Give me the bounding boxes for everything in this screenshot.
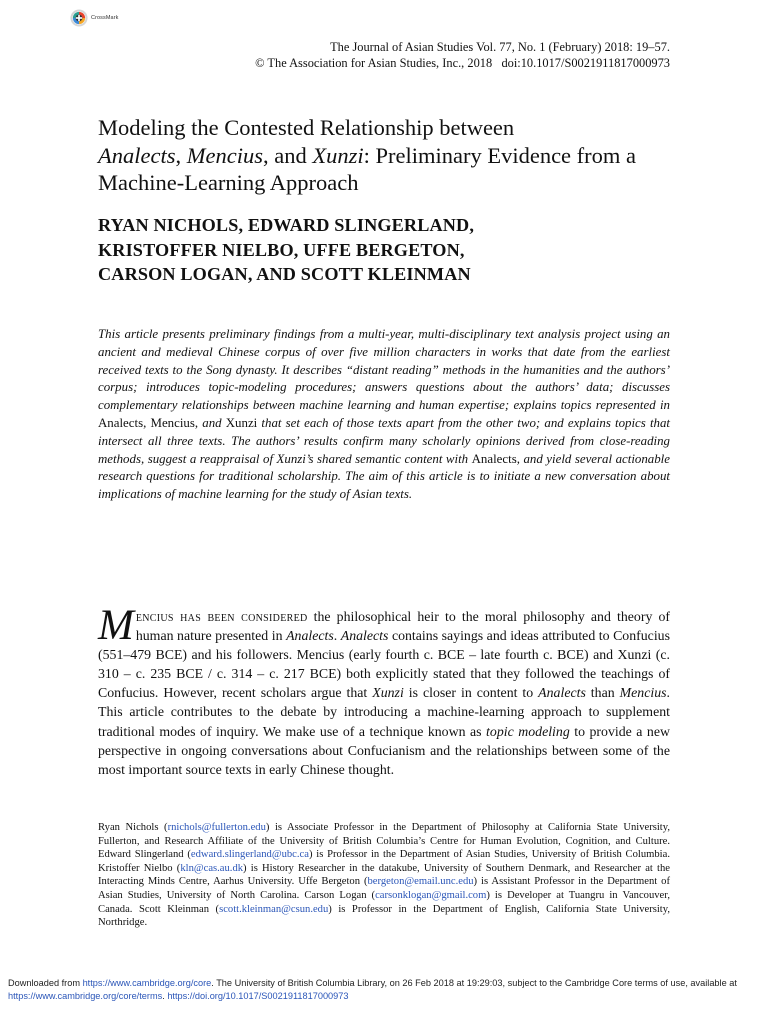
- download-text: . The University of British Columbia Library, on 26 Feb 2018 at 19:29:03, subject to the Cambridge Core terms of use, available at: [211, 978, 737, 988]
- title-rest: : Preliminary Evidence from a Machine-Learning Approach: [98, 142, 637, 195]
- footnote-text: ) is Developer at Tuangru in Vancouver, Canada. Scott Kleinman (: [98, 889, 670, 915]
- download-text: .: [162, 990, 168, 1001]
- email-link-slingerland[interactable]: edward.slingerland@ubc.ca: [190, 849, 309, 861]
- body-text: is closer in content to: [403, 685, 539, 701]
- download-text: Downloaded from: [8, 978, 83, 988]
- lead-in-small-caps: encius has been considered: [135, 609, 308, 624]
- title-work-mencius: Mencius: [186, 142, 263, 168]
- title-line-1: Modeling the Contested Relationship between: [98, 115, 515, 140]
- body-emphasis: topic modeling: [486, 723, 570, 739]
- footnote-text: ) is History Researcher in the datakube, University of Southern Denmark, and Researcher at the Interacting Minds Centre, Aarhus University. Uffe Bergeton (: [98, 862, 670, 888]
- doi-label: doi:10.1017/S0021911817000973: [501, 56, 670, 70]
- body-emphasis: Analects: [340, 628, 389, 644]
- copyright-notice: © The Association for Asian Studies, Inc., 2018: [255, 56, 493, 70]
- footnote-text: ) is Professor in the Department of English, California State University, Northridge.: [98, 903, 670, 929]
- abstract-text: , and yield several actionable research questions for traditional scholarship. The aim of this article is to initiate a new conversation about implications of machine learning for the study of Asian texts.: [98, 451, 670, 502]
- email-link-nielbo[interactable]: kln@cas.au.dk: [180, 862, 244, 874]
- footnote-text: Ryan Nichols (: [98, 822, 168, 833]
- author-line-2: KRISTOFFER NIELBO, UFFE BERGETON,: [98, 239, 465, 260]
- title-separator: , and: [262, 142, 313, 168]
- journal-header: [255, 39, 670, 71]
- abstract-text: that set each of those texts apart from the other two; and explains topics that intersect all three texts. The authors’ results confirm many scholarly opinions derived from close-reading methods, suggest a reappraisal of Xunzi’s shared semantic content with: [98, 415, 670, 466]
- body-emphasis: Analects: [286, 628, 334, 644]
- body-emphasis: Analects: [538, 685, 586, 701]
- abstract: [98, 326, 670, 504]
- title-separator: ,: [175, 142, 187, 168]
- body-emphasis: Mencius: [619, 685, 667, 701]
- abstract-work-title: Analects: [471, 451, 517, 466]
- body-text: .: [333, 628, 341, 644]
- author-line-3: CARSON LOGAN, AND SCOTT KLEINMAN: [98, 264, 471, 284]
- crossmark-badge[interactable]: [70, 9, 118, 27]
- email-link-nichols[interactable]: rnichols@fullerton.edu: [167, 822, 266, 833]
- body-emphasis: Xunzi: [372, 685, 404, 701]
- body-text: the philosophical heir to the moral philosophy and theory of human nature presented in: [135, 609, 670, 644]
- body-text: contains sayings and ideas attributed to Confucius (551–479 BCE) and his followers. Mencius (early fourth c. BCE – late fourth c. BCE) and Xunzi (c. 310 – c. 235 BCE / c. 314 – c. 217 BCE) both explicitly stated that they followed the teachings of Confucius. However, recent scholars argue that: [98, 628, 670, 701]
- author-affiliations-footnote: [98, 821, 670, 930]
- download-notice: [8, 977, 760, 1002]
- author-list: [98, 213, 678, 287]
- article-title: [98, 114, 678, 197]
- email-link-logan[interactable]: carsonklogan@gmail.com: [375, 889, 487, 901]
- doi-link[interactable]: https://doi.org/10.1017/S0021911817000973: [167, 990, 349, 1001]
- footnote-text: ) is Associate Professor in the Department of Philosophy at California State University, Fullerton, and Research Affiliate of the University of British Columbia’s Centre for Human Evolution, Cognition, and Culture. Edward Slingerland (: [98, 822, 671, 861]
- abstract-work-title: Xunzi: [225, 415, 258, 430]
- drop-cap: M: [98, 602, 134, 649]
- body-text: than: [585, 685, 620, 701]
- author-line-1: RYAN NICHOLS, EDWARD SLINGERLAND,: [98, 215, 475, 235]
- email-link-kleinman[interactable]: scott.kleinman@csun.edu: [219, 903, 329, 915]
- footnote-text: ) is Professor in the Department of Asian Studies, University of British Columbia. Kristoffer Nielbo (: [98, 849, 670, 874]
- title-work-analects: Analects: [98, 142, 176, 168]
- terms-link[interactable]: https://www.cambridge.org/core/terms: [8, 990, 163, 1001]
- crossmark-icon: [70, 9, 88, 27]
- title-work-xunzi: Xunzi: [312, 142, 364, 168]
- abstract-text: This article presents preliminary findings from a multi-year, multi-disciplinary text analysis project using an ancient and medieval Chinese corpus of over five million characters in works that date from the earliest received texts to the Song dynasty. It describes “distant reading” methods in the humanities and the authors’ corpus; introduces topic-modeling procedures; answers questions about the authors’ data; discusses complementary relationships between machine learning and human expertise; explains topics represented in: [98, 327, 670, 413]
- body-text: to provide a new perspective in ongoing conversations about Confucianism and the relationships between some of the most important source texts in early Chinese thought.: [98, 723, 670, 777]
- abstract-text: and: [198, 415, 226, 430]
- cambridge-core-link[interactable]: https://www.cambridge.org/core: [82, 978, 212, 988]
- journal-copyright-line: [255, 55, 670, 71]
- crossmark-label: CrossMark: [91, 15, 119, 21]
- journal-citation: The Journal of Asian Studies Vol. 77, No. 1 (February) 2018: 19–57.: [330, 40, 670, 54]
- email-link-bergeton[interactable]: bergeton@email.unc.edu: [367, 876, 474, 888]
- abstract-work-title: Analects, Mencius,: [98, 415, 199, 430]
- body-text: . This article contributes to the debate by introducing a machine-learning approach to supplement traditional modes of inquiry. We make use of a technique known as: [98, 685, 670, 739]
- footnote-text: ) is Assistant Professor in the Department of Asian Studies, University of North Carolina. Carson Logan (: [98, 876, 670, 901]
- opening-paragraph: [98, 602, 670, 779]
